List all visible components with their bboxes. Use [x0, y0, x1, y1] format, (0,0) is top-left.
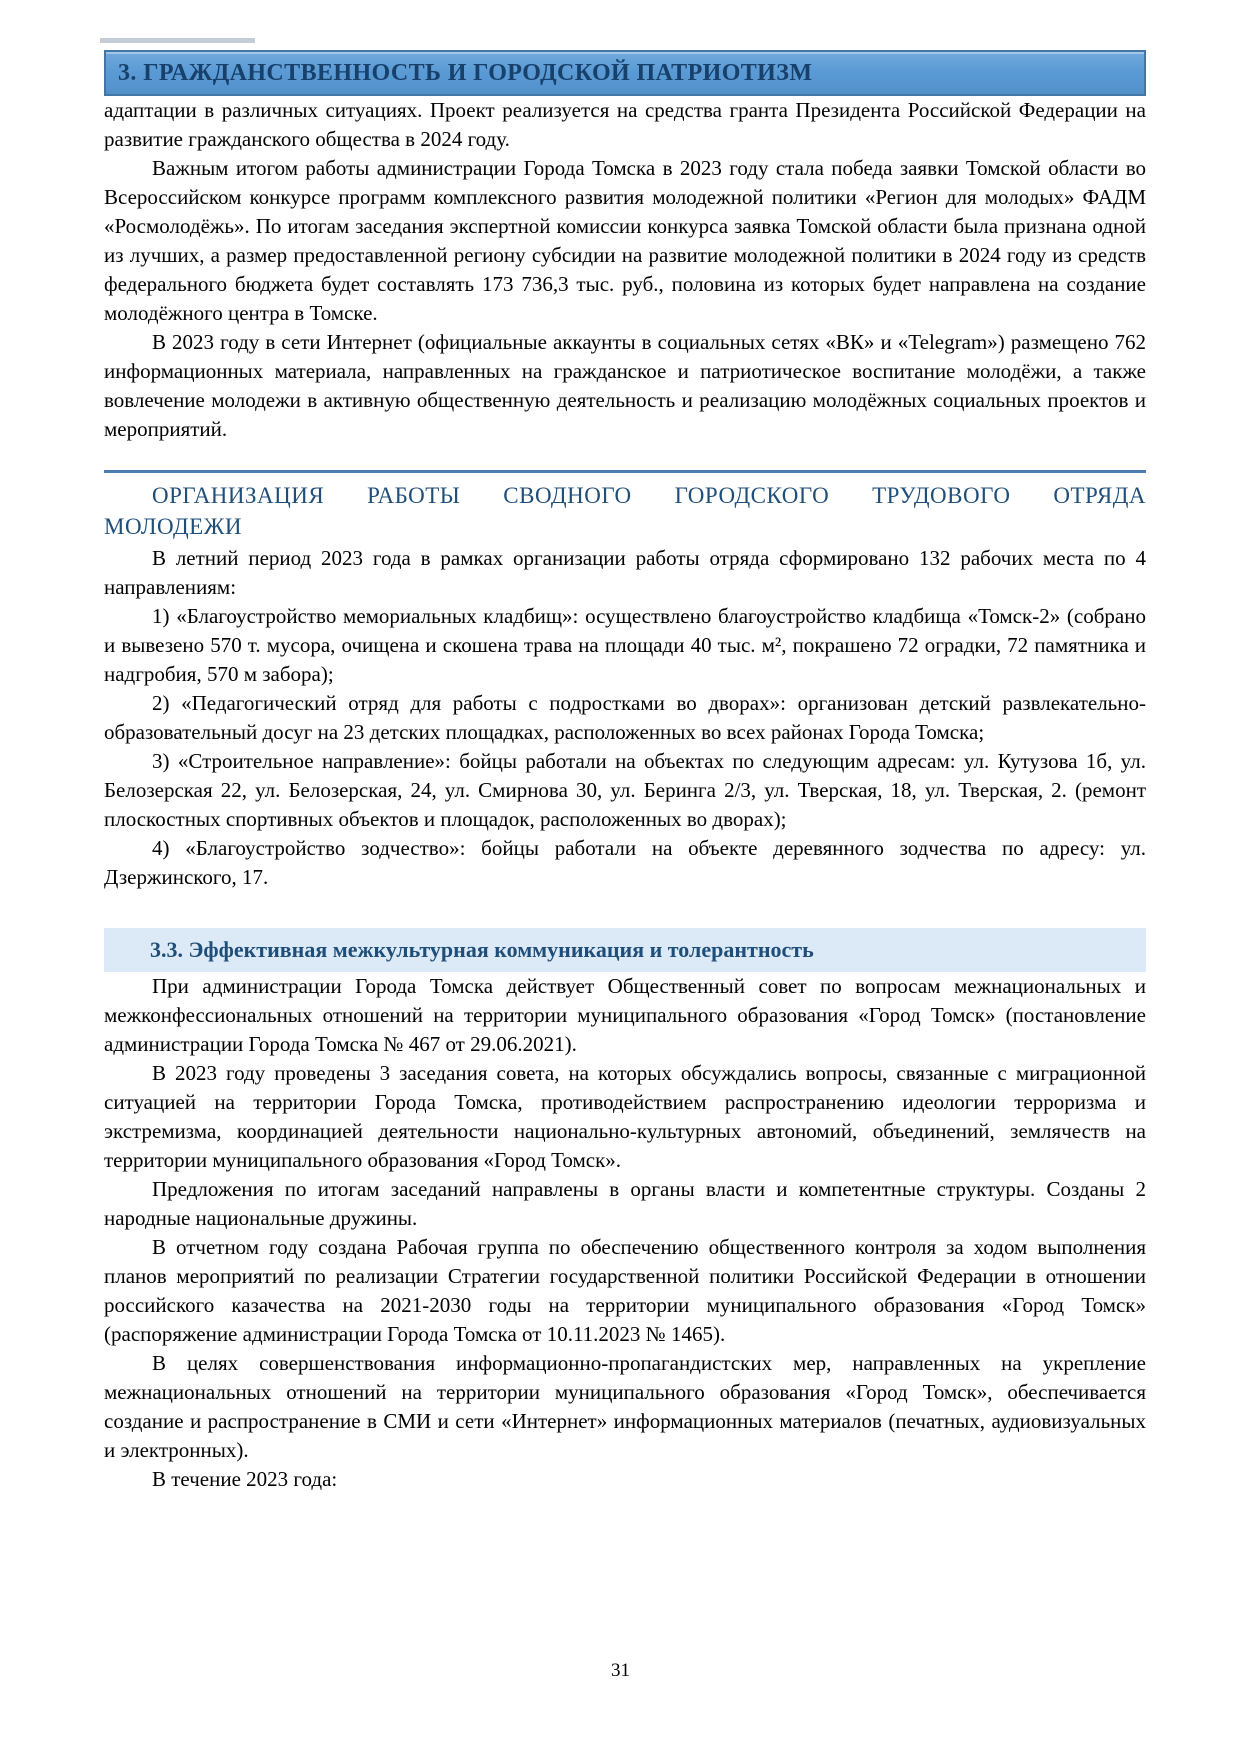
chapter-title: 3. ГРАЖДАНСТВЕННОСТЬ И ГОРОДСКОЙ ПАТРИОТИЗМ: [118, 59, 813, 86]
paragraph-subsection-3: Предложения по итогам заседаний направлены в органы власти и компетентные структуры. Созданы 2 народные национальные дружины.: [104, 1177, 1146, 1230]
paragraph-subsection-1: При администрации Города Томска действует Общественный совет по вопросам межнациональных и межконфессиональных отношений на территории муниципального образования «Город Томск» (постановление администрации Города Томска № 467 от 29.06.2021).: [104, 974, 1146, 1056]
subsection-banner: [104, 928, 1146, 972]
paragraph-detachment-intro: В летний период 2023 года в рамках организации работы отряда сформировано 132 рабочих места по 4 направлениям:: [104, 546, 1146, 599]
list-item-3: 3) «Строительное направление»: бойцы работали на объектах по следующим адресам: ул. Кутузова 1б, ул. Белозерская 22, ул. Белозерская, 24, ул. Смирнова 30, ул. Беринга 2/3, ул. Тверская, 18, ул. Тверская, 2. (ремонт плоскостных спортивных объектов и площадок, расположенных во дворах);: [104, 749, 1146, 831]
paragraph-intro-2: Важным итогом работы администрации Города Томска в 2023 году стала победа заявки Томской области во Всероссийском конкурсе программ комплексного развития молодежной политики «Регион для молодых» ФАДМ «Росмолодёжь». По итогам заседания экспертной комиссии конкурса заявка Томской области была признана одной из лучших, а размер предоставленной региону субсидии на развитие молодежной политики в 2024 году из средств федерального бюджета будет составлять 173 736,3 тыс. руб., половина из которых будет направлена на создание молодёжного центра в Томске.: [104, 156, 1146, 325]
section-heading: ОРГАНИЗАЦИЯ РАБОТЫ СВОДНОГО ГОРОДСКОГО ТРУДОВОГО ОТРЯДА МОЛОДЕЖИ: [104, 483, 1146, 539]
paragraph-intro-1: адаптации в различных ситуациях. Проект реализуется на средства гранта Президента Российской Федерации на развитие гражданского общества в 2024 году.: [104, 98, 1146, 151]
chapter-banner: [104, 50, 1146, 96]
subsection-title: 3.3. Эффективная межкультурная коммуникация и толерантность: [150, 937, 814, 962]
paragraph-subsection-2: В 2023 году проведены 3 заседания совета, на которых обсуждались вопросы, связанные с миграционной ситуацией на территории Города Томска, противодействием распространению идеологии терроризма и экстремизма, координацией деятельности национально-культурных автономий, объединений, землячеств на территории муниципального образования «Город Томск».: [104, 1061, 1146, 1172]
list-item-2: 2) «Педагогический отряд для работы с подростками во дворах»: организован детский развлекательно-образовательный досуг на 23 детских площадках, расположенных во всех районах Города Томска;: [104, 691, 1146, 744]
list-item-1: 1) «Благоустройство мемориальных кладбищ»: осуществлено благоустройство кладбища «Томск-2» (собрано и вывезено 570 т. мусора, очищена и скошена трава на площади 40 тыс. м², покрашено 72 оградки, 72 памятника и надгробия, 570 м забора);: [104, 604, 1146, 686]
paragraph-subsection-4: В отчетном году создана Рабочая группа по обеспечению общественного контроля за ходом выполнения планов мероприятий по реализации Стратегии государственной политики Российской Федерации в отношении российского казачества на 2021-2030 годы на территории муниципального образования «Город Томск» (распоряжение администрации Города Томска от 10.11.2023 № 1465).: [104, 1235, 1146, 1346]
list-item-4: 4) «Благоустройство зодчество»: бойцы работали на объекте деревянного зодчества по адресу: ул. Дзержинского, 17.: [104, 836, 1146, 889]
page-content: [104, 0, 1146, 1494]
paragraph-intro-3: В 2023 году в сети Интернет (официальные аккаунты в социальных сетях «ВК» и «Telegram») размещено 762 информационных материала, направленных на гражданское и патриотическое воспитание молодёжи, а также вовлечение молодежи в активную общественную деятельность и реализацию молодёжных социальных проектов и мероприятий.: [104, 330, 1146, 441]
paragraph-subsection-5: В целях совершенствования информационно-пропагандистских мер, направленных на укрепление межнациональных отношений на территории муниципального образования «Город Томск», обеспечивается создание и распространение в СМИ и сети «Интернет» информационных материалов (печатных, аудиовизуальных и электронных).: [104, 1351, 1146, 1462]
section-divider: [104, 470, 1146, 473]
page-number: 31: [611, 1660, 630, 1681]
paragraph-subsection-6: В течение 2023 года:: [152, 1467, 338, 1491]
